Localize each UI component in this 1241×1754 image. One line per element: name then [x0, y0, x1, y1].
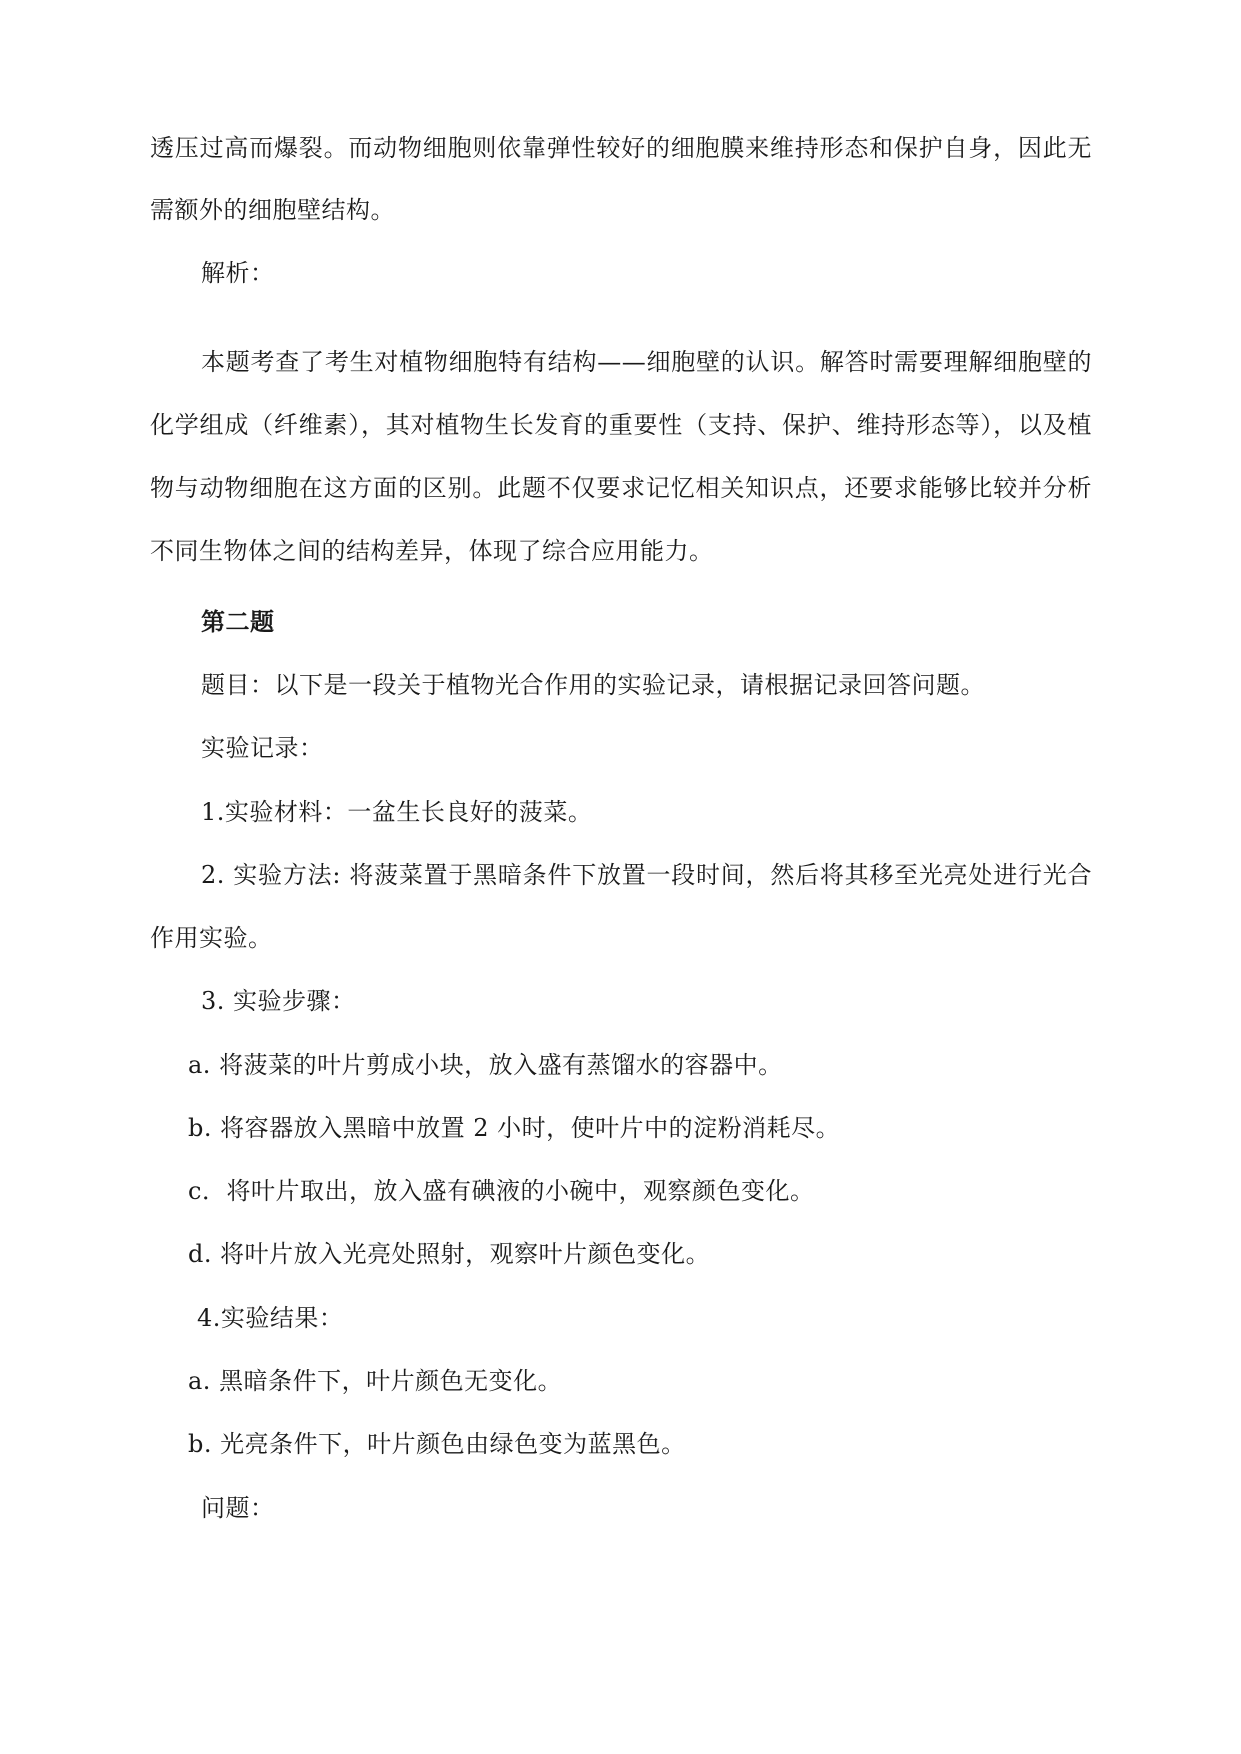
record-item-2-line-2: 作用实验。 [150, 924, 273, 952]
record-item-3: 3. 实验步骤： [201, 987, 356, 1015]
record-item-4: 4.实验结果： [197, 1304, 344, 1332]
step-b: b. 将容器放入黑暗中放置 2 小时，使叶片中的淀粉消耗尽。 [188, 1114, 841, 1142]
paragraph-1-line-2: 需额外的细胞壁结构。 [150, 196, 395, 224]
step-d: d. 将叶片放入光亮处照射，观察叶片颜色变化。 [188, 1240, 711, 1268]
result-b: b. 光亮条件下，叶片颜色由绿色变为蓝黑色。 [188, 1430, 686, 1458]
step-a: a. 将菠菜的叶片剪成小块，放入盛有蒸馏水的容器中。 [188, 1051, 783, 1079]
record-label: 实验记录： [201, 734, 324, 762]
section-heading: 第二题 [201, 607, 275, 636]
analysis-paragraph-line-3: 物与动物细胞在这方面的区别。此题不仅要求记忆相关知识点，还要求能够比较并分析 [150, 474, 1092, 502]
paragraph-1-line-1: 透压过高而爆裂。而动物细胞则依靠弹性较好的细胞膜来维持形态和保护自身，因此无 [150, 134, 1092, 162]
analysis-paragraph-line-2: 化学组成（纤维素），其对植物生长发育的重要性（支持、保护、维持形态等），以及植 [150, 411, 1092, 439]
record-item-1: 1.实验材料：一盆生长良好的菠菜。 [201, 798, 593, 826]
result-a: a. 黑暗条件下，叶片颜色无变化。 [188, 1367, 563, 1395]
step-c: c．将叶片取出，放入盛有碘液的小碗中，观察颜色变化。 [188, 1177, 815, 1205]
question-text: 题目：以下是一段关于植物光合作用的实验记录，请根据记录回答问题。 [201, 671, 985, 699]
record-item-2-line-1: 2. 实验方法: 将菠菜置于黑暗条件下放置一段时间，然后将其移至光亮处进行光合 [201, 861, 1092, 889]
analysis-paragraph-line-4: 不同生物体之间的结构差异，体现了综合应用能力。 [150, 537, 714, 565]
analysis-label: 解析： [201, 259, 275, 287]
questions-label: 问题： [201, 1494, 275, 1522]
analysis-paragraph-line-1: 本题考查了考生对植物细胞特有结构——细胞壁的认识。解答时需要理解细胞壁的 [201, 348, 1092, 376]
